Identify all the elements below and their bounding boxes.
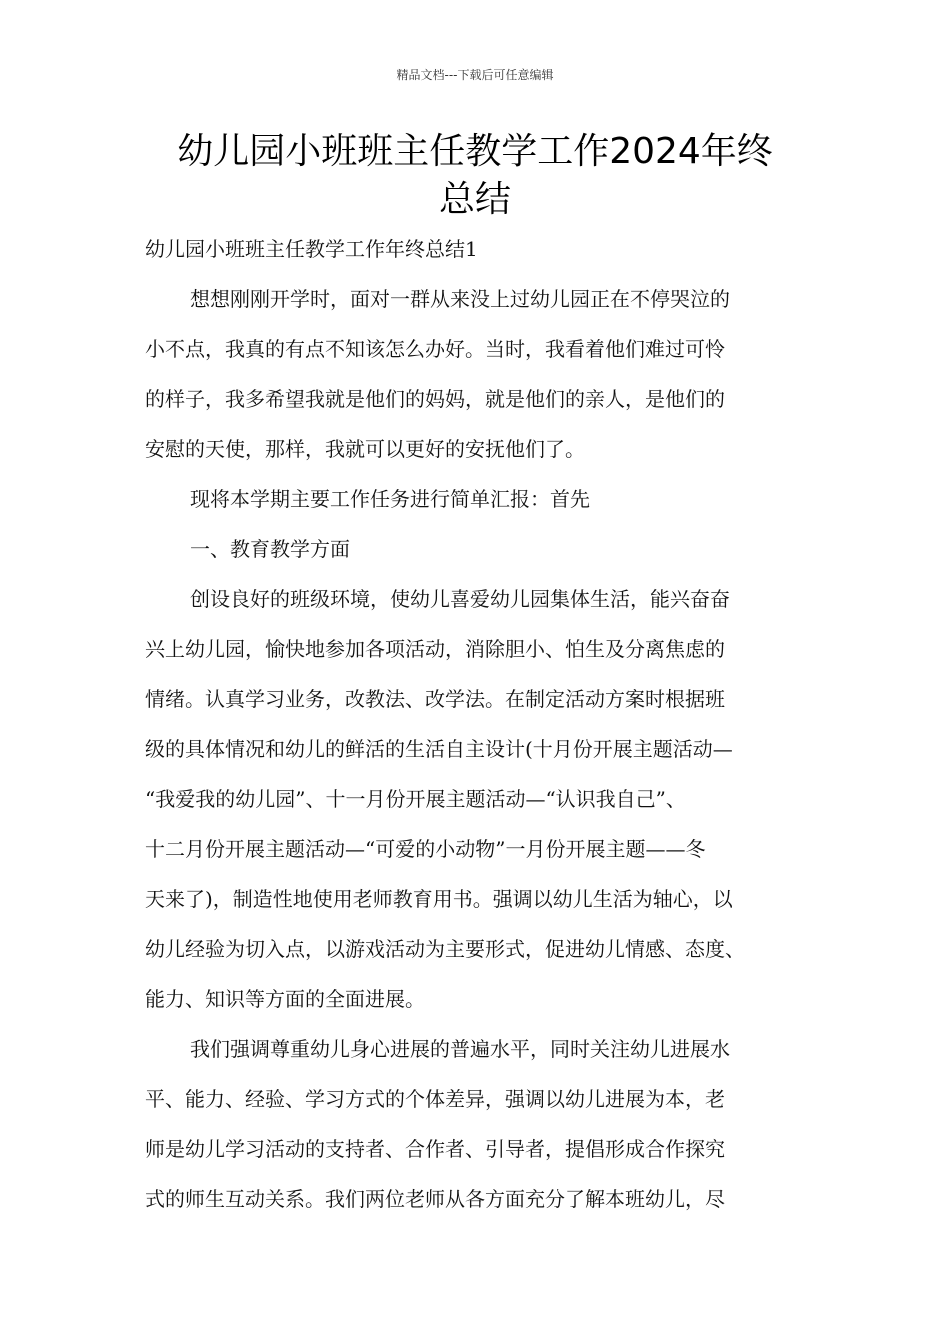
section-heading-education: [145, 524, 825, 574]
paragraph-line: 想想刚刚开学时，面对一群从来没上过幼儿园正在不停哭泣的: [190, 287, 730, 311]
paragraph-line: 幼儿经验为切入点，以游戏活动为主要形式，促进幼儿情感、态度、: [145, 937, 745, 961]
document-body: [145, 224, 825, 1224]
document-title: [110, 128, 840, 224]
header-note: 精品文档---下载后可任意编辑: [396, 68, 554, 82]
section-subtitle: 幼儿园小班班主任教学工作年终总结1: [145, 237, 478, 261]
paragraph-line: 兴上幼儿园，愉快地参加各项活动，消除胆小、怕生及分离焦虑的: [145, 637, 725, 661]
title-line-2: 总结: [438, 179, 511, 220]
paragraph-line: 创设良好的班级环境，使幼儿喜爱幼儿园集体生活，能兴奋奋: [190, 587, 730, 611]
paragraph-line: 情绪。认真学习业务，改教法、改学法。在制定活动方案时根据班: [145, 687, 725, 711]
paragraph-line: 式的师生互动关系。我们两位老师从各方面充分了解本班幼儿，尽: [145, 1187, 725, 1211]
paragraph-line: “我爱我的幼儿园”、十一月份开展主题活动—“认识我自己”、: [145, 787, 686, 811]
paragraph-line: 天来了)，制造性地使用老师教育用书。强调以幼儿生活为轴心，以: [145, 887, 733, 911]
paragraph-1: [145, 274, 825, 474]
paragraph-line: 安慰的天使，那样，我就可以更好的安抚他们了。: [145, 437, 585, 461]
paragraph-line: 我们强调尊重幼儿身心进展的普遍水平，同时关注幼儿进展水: [190, 1037, 730, 1061]
title-line-1: 幼儿园小班班主任教学工作2024年终: [177, 131, 773, 172]
paragraph-line: 十二月份开展主题活动—“可爱的小动物”一月份开展主题——冬: [145, 837, 706, 861]
paragraph-line: 级的具体情况和幼儿的鲜活的生活自主设计(十月份开展主题活动—: [145, 737, 733, 761]
paragraph-2: [145, 474, 825, 524]
paragraph-line: 现将本学期主要工作任务进行简单汇报：首先: [190, 487, 590, 511]
paragraph-line: 的样子，我多希望我就是他们的妈妈，就是他们的亲人，是他们的: [145, 387, 725, 411]
paragraph-line: 平、能力、经验、学习方式的个体差异，强调以幼儿进展为本，老: [145, 1087, 725, 1111]
paragraph-4: [145, 574, 825, 1024]
paragraph-line: 小不点，我真的有点不知该怎么办好。当时，我看着他们难过可怜: [145, 337, 725, 361]
paragraph-line: 能力、知识等方面的全面进展。: [145, 987, 425, 1011]
paragraph-line: 师是幼儿学习活动的支持者、合作者、引导者，提倡形成合作探究: [145, 1137, 725, 1161]
paragraph-line: 一、教育教学方面: [190, 537, 350, 561]
paragraph-5: [145, 1024, 825, 1224]
